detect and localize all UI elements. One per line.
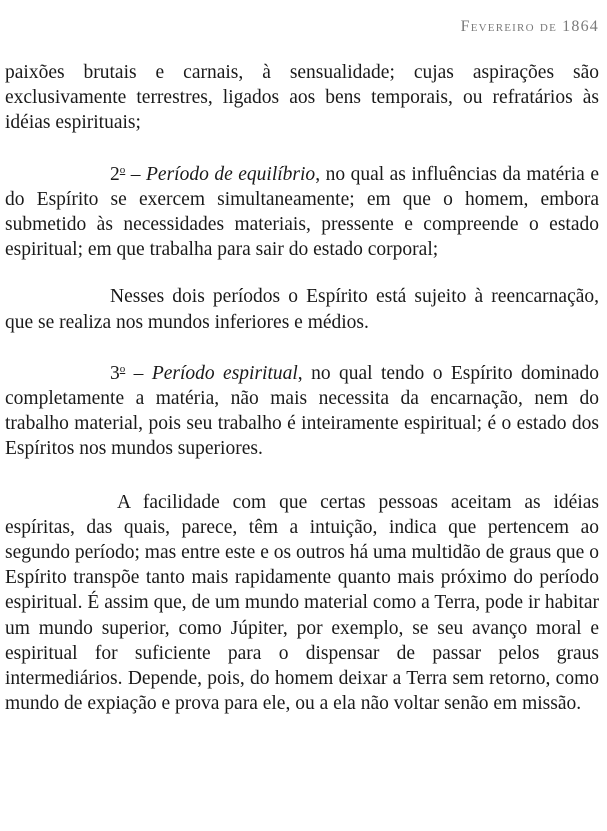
dash: – [125,163,147,185]
paragraph-period-equilibrium [5,158,599,263]
paragraph-text: , no qual as influências da matéria e do Espírito se exercem simultaneamente; em que o homem, embora submetido às necessidades materiais, pressente e compreende o estado espiritual; em que trabalha para sair do estado corporal; [5,163,600,261]
ordinal-3 [110,363,125,384]
period-title-spiritual: Período espiritual [151,362,298,384]
ordinal-number: 2 [110,163,120,185]
paragraph-text: , no qual tendo o Espírito dominado completamente a matéria, não mais necessita da encarnação, nem do trabalho material, pois seu trabalho é inteiramente espiritual; é o estado dos Espíritos nos mundos superiores. [5,362,599,460]
paragraph-period-spiritual [5,357,599,462]
ordinal-2 [110,164,125,185]
running-header: Fevereiro de 1864 [460,18,599,35]
period-title-equilibrium: Período de equilíbrio [146,163,316,185]
paragraph-facility: A facilidade com que certas pessoas aceitam as idéias espíritas, das quais, parece, têm a intuição, indica que pertencem ao segundo período; mas entre este e os outros há uma multidão de graus que o Espírito transpõe tanto mais rapidamente quanto mais próximo do período espiritual. É assim que, de um mundo material como a Terra, pode ir habitar um mundo superior, como Júpiter, por exemplo, se seu avanço moral e espiritual for suficiente para o dispensar de passar pelos graus intermediários. Depende, pois, do homem deixar a Terra sem retorno, como mundo de expiação e prova para ele, ou a ela não voltar senão em missão. [5,491,599,715]
dash: – [125,362,152,384]
ordinal-number: 3 [110,362,120,384]
paragraph-continuation: paixões brutais e carnais, à sensualidade; cujas aspirações são exclusivamente terrestres, ligados aos bens temporais, ou refratários às idéias espirituais; [5,62,599,134]
page-body [5,60,599,716]
paragraph-two-periods: Nesses dois períodos o Espírito está sujeito à reencarnação, que se realiza nos mundos inferiores e médios. [5,286,599,333]
ordinal-superscript: o [119,163,126,176]
ordinal-superscript: o [119,362,126,375]
